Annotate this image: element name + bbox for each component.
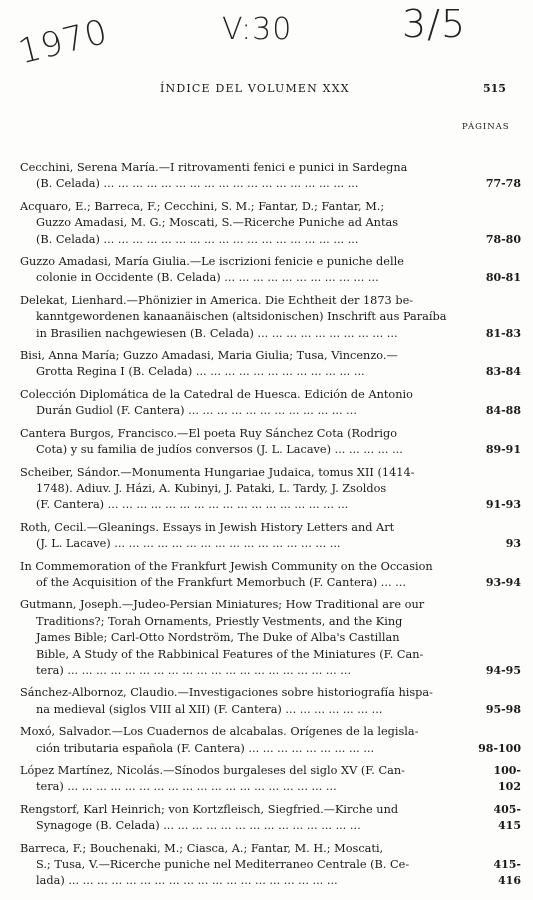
entry-line: colonie in Occidente (B. Celada) ... ... ... ... ... ... ... ... ... ... ...	[36, 271, 379, 285]
entry-text	[20, 199, 525, 248]
entry-text	[20, 160, 525, 193]
entry-text	[20, 724, 525, 757]
entry-line: (F. Cantera) ... ... ... ... ... ... ... ... ... ... ... ... ... ... ... ... ...	[36, 498, 349, 512]
entry-line: Colección Diplomática de la Catedral de Huesca. Edición de Antonio	[20, 387, 413, 401]
page-number: 515	[483, 82, 506, 95]
entry-pages: 84-88	[485, 404, 521, 418]
index-entry	[20, 763, 525, 796]
index-entry	[20, 841, 525, 890]
entry-line: James Bible; Carl-Otto Nordström, The Duke of Alba's Castillan	[36, 631, 400, 645]
entry-line: tera) ... ... ... ... ... ... ... ... ... ... ... ... ... ... ... ... ... ... ... ...	[36, 663, 352, 677]
index-entry	[20, 802, 525, 835]
index-entry	[20, 724, 525, 757]
entry-pages: 100-102	[493, 764, 521, 794]
entry-text	[20, 426, 525, 459]
index-entry	[20, 199, 525, 248]
entry-pages: 95-98	[485, 702, 521, 716]
entry-text	[20, 465, 525, 514]
entry-text	[20, 597, 525, 679]
entry-text	[20, 802, 525, 835]
handwritten-year: 1970	[14, 11, 113, 73]
entry-text	[20, 348, 525, 381]
entry-pages: 91-93	[485, 498, 521, 512]
entry-pages: 94-95	[485, 663, 521, 677]
entry-line: Rengstorf, Karl Heinrich; von Kortzfleisch, Siegfried.—Kirche und	[20, 802, 399, 816]
index-entry	[20, 254, 525, 287]
header-title: ÍNDICE DEL VOLUMEN XXX	[160, 82, 350, 95]
index-entry	[20, 160, 525, 193]
index-entry	[20, 293, 525, 342]
pages-column-label: PÁGINAS	[462, 122, 510, 132]
entry-text	[20, 293, 525, 342]
entry-line: Cantera Burgos, Francisco.—El poeta Ruy Sánchez Cota (Rodrigo	[20, 426, 398, 440]
entry-pages: 78-80	[485, 232, 521, 246]
entry-text	[20, 763, 525, 796]
entry-line: Barreca, F.; Bouchenaki, M.; Ciasca, A.; Fantar, M. H.; Moscati,	[20, 841, 384, 855]
entry-pages: 415-416	[493, 858, 521, 888]
entry-line: S.; Tusa, V.—Ricerche puniche nel Mediterraneo Centrale (B. Ce-	[36, 858, 410, 872]
entry-line: na medieval (siglos VIII al XII) (F. Cantera) ... ... ... ... ... ... ...	[36, 702, 383, 716]
entry-line: Sánchez-Albornoz, Claudio.—Investigaciones sobre historiografía hispa-	[20, 686, 433, 700]
handwritten-volume: V:30	[222, 12, 293, 47]
entry-pages: 93-94	[485, 575, 521, 589]
entry-line: lada) ... ... ... ... ... ... ... ... ... ... ... ... ... ... ... ... ... ... ...	[36, 874, 338, 888]
entry-pages: 77-78	[485, 177, 521, 191]
entry-line: 1748). Adiuv. J. Házi, A. Kubinyi, J. Pataki, L. Tardy, J. Zsoldos	[36, 481, 387, 495]
entry-line: Grotta Regina I (B. Celada) ... ... ... ... ... ... ... ... ... ... ... ...	[36, 365, 365, 379]
index-entry	[20, 465, 525, 514]
entry-line: Roth, Cecil.—Gleanings. Essays in Jewish History Letters and Art	[20, 520, 395, 534]
entry-pages: 80-81	[485, 271, 521, 285]
entry-line: Traditions?; Torah Ornaments, Priestly Vestments, and the King	[36, 614, 403, 628]
entry-line: Durán Gudiol (F. Cantera) ... ... ... ... ... ... ... ... ... ... ... ...	[36, 404, 357, 418]
entry-line: (B. Celada) ... ... ... ... ... ... ... ... ... ... ... ... ... ... ... ... ... ...	[36, 232, 359, 246]
index-entry	[20, 520, 525, 553]
entry-text	[20, 387, 525, 420]
entry-line: Cota) y su familia de judíos conversos (J. L. Lacave) ... ... ... ... ...	[36, 443, 403, 457]
entry-line: tera) ... ... ... ... ... ... ... ... ... ... ... ... ... ... ... ... ... ... ...	[36, 780, 337, 794]
index-entry	[20, 685, 525, 718]
index-entry	[20, 348, 525, 381]
entry-pages: 89-91	[485, 443, 521, 457]
entry-line: Delekat, Lienhard.—Phönizier in America. Die Echtheit der 1873 be-	[20, 293, 414, 307]
entry-pages: 98-100	[478, 741, 521, 755]
entry-line: Synagoge (B. Celada) ... ... ... ... ... ... ... ... ... ... ... ... ... ...	[36, 819, 361, 833]
entry-line: Moxó, Salvador.—Los Cuadernos de alcabalas. Orígenes de la legisla-	[20, 725, 419, 739]
entry-pages: 83-84	[485, 365, 521, 379]
entry-line: Acquaro, E.; Barreca, F.; Cecchini, S. M.; Fantar, D.; Fantar, M.;	[20, 199, 385, 213]
entry-text	[20, 520, 525, 553]
entry-line: of the Acquisition of the Frankfurt Memorbuch (F. Cantera) ... ...	[36, 575, 406, 589]
entry-text	[20, 841, 525, 890]
index-entry	[20, 559, 525, 592]
entry-line: Bisi, Anna María; Guzzo Amadasi, Maria Giulia; Tusa, Vincenzo.—	[20, 349, 398, 363]
entry-line: Guzzo Amadasi, María Giulia.—Le iscrizioni fenicie e puniche delle	[20, 255, 404, 269]
entry-pages: 93	[505, 537, 521, 551]
entry-text	[20, 685, 525, 718]
entry-line: Cecchini, Serena María.—I ritrovamenti fenici e punici in Sardegna	[20, 161, 408, 174]
entry-line: Bible, A Study of the Rabbinical Features of the Miniatures (F. Can-	[36, 647, 424, 661]
entry-line: ción tributaria española (F. Cantera) ... ... ... ... ... ... ... ... ...	[36, 741, 375, 755]
index-entry	[20, 426, 525, 459]
index-entries	[20, 160, 525, 896]
entry-line: In Commemoration of the Frankfurt Jewish Community on the Occasion	[20, 559, 433, 573]
entry-line: in Brasilien nachgewiesen (B. Celada) ... ... ... ... ... ... ... ... ... ...	[36, 326, 398, 340]
entry-text	[20, 559, 525, 592]
entry-line: kanntgewordenen kanaanäischen (altsidonischen) Inschrift aus Paraíba	[36, 310, 447, 324]
handwritten-page-mark: 3/5	[402, 2, 467, 46]
entry-line: López Martínez, Nicolás.—Sínodos burgaleses del siglo XV (F. Can-	[20, 764, 405, 777]
entry-line: Gutmann, Joseph.—Judeo-Persian Miniatures; How Traditional are our	[20, 598, 425, 612]
entry-pages: 405-415	[493, 802, 521, 833]
entry-line: (J. L. Lacave) ... ... ... ... ... ... ... ... ... ... ... ... ... ... ... ...	[36, 537, 341, 551]
entry-line: (B. Celada) ... ... ... ... ... ... ... ... ... ... ... ... ... ... ... ... ... ...	[36, 177, 359, 191]
index-entry	[20, 387, 525, 420]
index-entry	[20, 597, 525, 679]
entry-pages: 81-83	[485, 326, 521, 340]
entry-line: Guzzo Amadasi, M. G.; Moscati, S.—Ricerche Puniche ad Antas	[36, 216, 399, 230]
entry-text	[20, 254, 525, 287]
entry-line: Scheiber, Sándor.—Monumenta Hungariae Judaica, tomus XII (1414-	[20, 465, 415, 479]
